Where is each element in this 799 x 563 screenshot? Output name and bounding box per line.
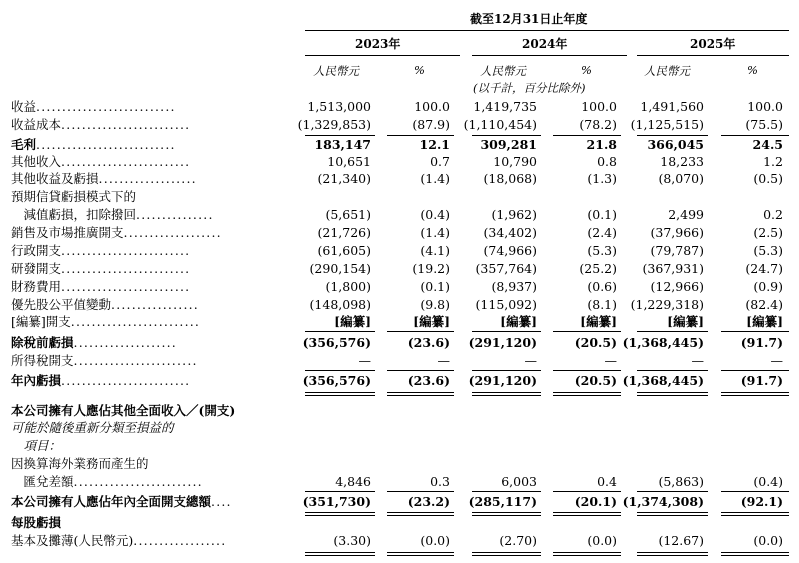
row-label-text: 減值虧損，扣除撥回 — [11, 207, 137, 222]
amount-cell: [編纂] — [667, 314, 704, 329]
row-label — [11, 438, 303, 454]
year-2025: 2025年 — [690, 37, 736, 51]
leader-dots: ................... — [123, 225, 222, 240]
percent-cell: (78.2) — [579, 117, 617, 132]
amount-cell: [編纂] — [500, 314, 537, 329]
currency-label-2023: 人民幣元 — [313, 64, 359, 78]
total-double-rule — [305, 395, 375, 396]
amount-cell: (34,402) — [483, 225, 537, 240]
row-label-text: 銷售及市場推廣開支 — [11, 225, 124, 240]
percent-cell: (0.9) — [753, 279, 783, 294]
percent-cell: — — [770, 353, 783, 368]
total-double-rule — [721, 512, 789, 513]
percent-cell: (5.3) — [753, 243, 783, 258]
amount-cell: [編纂] — [334, 314, 371, 329]
total-double-rule — [637, 515, 708, 516]
year-2024: 2024年 — [522, 37, 568, 51]
year-rule-2024 — [472, 55, 627, 56]
amount-cell: 6,003 — [501, 474, 537, 489]
percent-cell: — — [604, 353, 617, 368]
percent-cell: 100.0 — [747, 99, 783, 114]
amount-cell: (21,340) — [317, 171, 371, 186]
percent-cell: 0.2 — [763, 207, 783, 222]
subtotal-rule — [721, 331, 789, 332]
subtotal-rule — [387, 331, 454, 332]
subtotal-rule — [387, 135, 454, 136]
total-double-rule — [637, 392, 708, 393]
leader-dots: ................... — [98, 171, 197, 186]
amount-cell: (1,800) — [325, 279, 371, 294]
header-rule — [305, 30, 789, 31]
amount-cell: 1,491,560 — [640, 99, 704, 114]
percent-cell: (1.4) — [420, 225, 450, 240]
subtotal-rule — [305, 370, 375, 371]
percent-label-2024: % — [581, 63, 592, 77]
row-label — [11, 456, 303, 472]
total-double-rule — [553, 555, 621, 556]
percent-label-2023: % — [414, 63, 425, 77]
amount-cell: — — [358, 353, 371, 368]
amount-cell: (79,787) — [650, 243, 704, 258]
percent-cell: (0.4) — [753, 474, 783, 489]
row-label-text: 本公司擁有人應佔其他全面收入／(開支) — [11, 403, 236, 418]
total-double-rule — [472, 555, 541, 556]
percent-cell: 0.4 — [597, 474, 617, 489]
row-label-text: 項目： — [11, 438, 62, 453]
row-label-text: 研發開支 — [11, 261, 62, 276]
percent-cell: 0.3 — [430, 474, 450, 489]
total-double-rule — [387, 395, 454, 396]
row-label-text: 因換算海外業務而產生的 — [11, 456, 149, 471]
subtotal-rule — [305, 331, 375, 332]
row-label — [11, 243, 303, 259]
leader-dots: ......................... — [61, 154, 191, 169]
row-label-text: 財務費用 — [11, 279, 62, 294]
amount-cell: (290,154) — [309, 261, 371, 276]
total-double-rule — [472, 395, 541, 396]
percent-cell: (24.7) — [745, 261, 783, 276]
row-label — [11, 171, 303, 187]
amount-cell: (8,937) — [491, 279, 537, 294]
row-label — [11, 420, 303, 436]
percent-cell: — — [437, 353, 450, 368]
amount-cell: (5,651) — [325, 207, 371, 222]
subtotal-rule — [472, 491, 541, 492]
row-label — [11, 207, 303, 223]
amount-cell: — — [524, 353, 537, 368]
amount-cell: (291,120) — [468, 335, 537, 350]
amount-cell: (1,962) — [491, 207, 537, 222]
row-label — [11, 137, 303, 153]
leader-dots: ......................... — [73, 474, 203, 489]
percent-cell: (0.0) — [420, 533, 450, 548]
subtotal-rule — [637, 370, 708, 371]
percent-cell: (2.4) — [587, 225, 617, 240]
subtotal-rule — [637, 135, 708, 136]
percent-cell: (5.3) — [587, 243, 617, 258]
row-label-text: 所得稅開支 — [11, 353, 74, 368]
total-double-rule — [387, 512, 454, 513]
row-label — [11, 261, 303, 277]
total-double-rule — [472, 512, 541, 513]
row-label-text: 其他收益及虧損 — [11, 171, 99, 186]
subtotal-rule — [637, 491, 708, 492]
amount-cell: (5,863) — [658, 474, 704, 489]
percent-cell: 24.5 — [752, 137, 783, 152]
amount-cell: (3.30) — [333, 533, 371, 548]
total-double-rule — [472, 392, 541, 393]
leader-dots: ......................... — [61, 243, 191, 258]
total-double-rule — [305, 512, 375, 513]
amount-cell: 366,045 — [647, 137, 704, 152]
total-double-rule — [721, 552, 789, 553]
amount-cell: (367,931) — [642, 261, 704, 276]
percent-cell: 21.8 — [586, 137, 617, 152]
amount-cell: (8,070) — [658, 171, 704, 186]
subtotal-rule — [637, 331, 708, 332]
amount-cell: (1,125,515) — [630, 117, 704, 132]
row-label — [11, 533, 303, 549]
total-double-rule — [721, 392, 789, 393]
row-label — [11, 494, 303, 510]
amount-cell: (37,966) — [650, 225, 704, 240]
total-double-rule — [305, 392, 375, 393]
percent-cell: (1.4) — [420, 171, 450, 186]
percent-cell: (0.1) — [587, 207, 617, 222]
percent-cell: (87.9) — [412, 117, 450, 132]
total-double-rule — [387, 515, 454, 516]
total-double-rule — [305, 555, 375, 556]
amount-cell: (74,966) — [483, 243, 537, 258]
percent-cell: (23.6) — [407, 373, 450, 388]
percent-cell: (25.2) — [579, 261, 617, 276]
percent-cell: 100.0 — [414, 99, 450, 114]
row-label-text: 收益 — [11, 99, 37, 114]
row-label — [11, 373, 303, 389]
subtotal-rule — [721, 491, 789, 492]
row-label-text: 其他收入 — [11, 154, 62, 169]
amount-cell: 1,513,000 — [307, 99, 371, 114]
total-double-rule — [472, 552, 541, 553]
total-double-rule — [553, 395, 621, 396]
row-label-text: 匯兌差額 — [11, 474, 74, 489]
total-double-rule — [721, 515, 789, 516]
amount-cell: 2,499 — [668, 207, 704, 222]
percent-cell: (8.1) — [587, 297, 617, 312]
row-label — [11, 474, 303, 490]
row-label — [11, 279, 303, 295]
total-double-rule — [637, 395, 708, 396]
leader-dots: ......................... — [61, 373, 191, 388]
amount-cell: (1,329,853) — [297, 117, 371, 132]
total-double-rule — [387, 392, 454, 393]
leader-dots: ........................ — [73, 353, 198, 368]
percent-cell: 12.1 — [419, 137, 450, 152]
row-label-text: 基本及攤薄(人民幣元) — [11, 533, 134, 548]
period-title: 截至12月31日止年度 — [470, 12, 588, 26]
leader-dots: .................. — [133, 533, 227, 548]
total-double-rule — [637, 552, 708, 553]
row-label — [11, 154, 303, 170]
year-2023: 2023年 — [355, 37, 401, 51]
amount-cell: (12.67) — [658, 533, 704, 548]
subtotal-rule — [305, 135, 375, 136]
subtotal-rule — [553, 370, 621, 371]
subtotal-rule — [305, 491, 375, 492]
amount-cell: — — [691, 353, 704, 368]
amount-cell: (291,120) — [468, 373, 537, 388]
percent-cell: (23.6) — [407, 335, 450, 350]
year-rule-2025 — [637, 55, 789, 56]
leader-dots: ............... — [136, 207, 214, 222]
row-label-text: 毛利 — [11, 137, 37, 152]
leader-dots: .... — [211, 494, 232, 509]
total-double-rule — [387, 555, 454, 556]
row-label — [11, 403, 303, 419]
amount-cell: (21,726) — [317, 225, 371, 240]
total-double-rule — [472, 515, 541, 516]
amount-cell: (1,229,318) — [630, 297, 704, 312]
leader-dots: ................. — [111, 297, 199, 312]
leader-dots: ........................... — [36, 137, 176, 152]
total-double-rule — [637, 512, 708, 513]
row-label — [11, 335, 303, 351]
total-double-rule — [387, 552, 454, 553]
amount-cell: 1,419,735 — [473, 99, 537, 114]
total-double-rule — [637, 555, 708, 556]
year-rule-2023 — [305, 55, 460, 56]
percent-cell: [編纂] — [580, 314, 617, 329]
amount-cell: 183,147 — [314, 137, 371, 152]
row-label-text: 行政開支 — [11, 243, 62, 258]
amount-cell: (1,110,454) — [463, 117, 537, 132]
total-double-rule — [721, 395, 789, 396]
leader-dots: ......................... — [70, 314, 201, 329]
row-label — [11, 353, 303, 369]
percent-cell: (75.5) — [745, 117, 783, 132]
row-label-text: 收益成本 — [11, 117, 62, 132]
percent-cell: (0.1) — [420, 279, 450, 294]
row-label-text: 可能於隨後重新分類至損益的 — [11, 420, 174, 435]
amount-cell: 10,651 — [327, 154, 371, 169]
amount-cell: (148,098) — [309, 297, 371, 312]
total-double-rule — [305, 515, 375, 516]
subtotal-rule — [721, 135, 789, 136]
percent-cell: [編纂] — [413, 314, 450, 329]
percent-cell: [編纂] — [746, 314, 783, 329]
row-label-text: 本公司擁有人應佔年內全面開支總額 — [11, 494, 212, 509]
amount-cell: (12,966) — [650, 279, 704, 294]
percent-cell: (23.2) — [407, 494, 450, 509]
row-label — [11, 225, 303, 241]
row-label-text: 預期信貸虧損模式下的 — [11, 189, 137, 204]
leader-dots: .................... — [73, 335, 177, 350]
percent-cell: (0.6) — [587, 279, 617, 294]
row-label — [11, 189, 303, 205]
subtotal-rule — [553, 331, 621, 332]
amount-cell: (356,576) — [302, 373, 371, 388]
currency-label-2024: 人民幣元 — [480, 64, 526, 78]
amount-cell: 10,790 — [493, 154, 537, 169]
amount-cell: (285,117) — [468, 494, 537, 509]
amount-cell: 18,233 — [660, 154, 704, 169]
percent-cell: (4.1) — [420, 243, 450, 258]
percent-cell: (92.1) — [740, 494, 783, 509]
row-label-text: 每股虧損 — [11, 515, 62, 530]
percent-cell: (0.5) — [753, 171, 783, 186]
amount-cell: (1,368,445) — [622, 335, 704, 350]
row-label-text: 除稅前虧損 — [11, 335, 74, 350]
percent-cell: (1.3) — [587, 171, 617, 186]
row-label — [11, 117, 303, 133]
percent-cell: (9.8) — [420, 297, 450, 312]
percent-cell: (0.4) — [420, 207, 450, 222]
subtotal-rule — [472, 370, 541, 371]
subtotal-rule — [553, 491, 621, 492]
total-double-rule — [553, 512, 621, 513]
subtotal-rule — [387, 491, 454, 492]
total-double-rule — [553, 515, 621, 516]
subtotal-rule — [472, 331, 541, 332]
row-label — [11, 99, 303, 115]
amount-cell: (1,368,445) — [622, 373, 704, 388]
percent-cell: (91.7) — [740, 373, 783, 388]
amount-cell: (115,092) — [475, 297, 537, 312]
leader-dots: ........................... — [36, 99, 176, 114]
percent-cell: 0.7 — [430, 154, 450, 169]
total-double-rule — [305, 552, 375, 553]
row-label-text: 年內虧損 — [11, 373, 62, 388]
percent-cell: (20.5) — [574, 373, 617, 388]
total-double-rule — [721, 555, 789, 556]
percent-cell: (0.0) — [587, 533, 617, 548]
percent-cell: (20.1) — [574, 494, 617, 509]
subtotal-rule — [387, 370, 454, 371]
total-double-rule — [553, 392, 621, 393]
amount-cell: (1,374,308) — [622, 494, 704, 509]
percent-cell: (0.0) — [753, 533, 783, 548]
leader-dots: ......................... — [61, 261, 191, 276]
percent-cell: 1.2 — [763, 154, 783, 169]
row-label — [11, 297, 303, 313]
percent-cell: (91.7) — [740, 335, 783, 350]
currency-label-2025: 人民幣元 — [644, 64, 690, 78]
unit-note: (以千計，百分比除外) — [473, 81, 586, 95]
subtotal-rule — [721, 370, 789, 371]
subtotal-rule — [553, 135, 621, 136]
percent-cell: 0.8 — [597, 154, 617, 169]
row-label — [11, 515, 303, 531]
amount-cell: (2.70) — [499, 533, 537, 548]
percent-cell: (2.5) — [753, 225, 783, 240]
amount-cell: 4,846 — [335, 474, 371, 489]
amount-cell: (351,730) — [302, 494, 371, 509]
amount-cell: (61,605) — [317, 243, 371, 258]
amount-cell: (357,764) — [475, 261, 537, 276]
percent-cell: 100.0 — [581, 99, 617, 114]
row-label — [11, 314, 303, 330]
subtotal-rule — [472, 135, 541, 136]
leader-dots: ......................... — [61, 279, 191, 294]
leader-dots: ......................... — [61, 117, 191, 132]
total-double-rule — [553, 552, 621, 553]
amount-cell: 309,281 — [480, 137, 537, 152]
percent-cell: (20.5) — [574, 335, 617, 350]
amount-cell: (356,576) — [302, 335, 371, 350]
percent-cell: (82.4) — [745, 297, 783, 312]
row-label-text: 優先股公平值變動 — [11, 297, 112, 312]
amount-cell: (18,068) — [483, 171, 537, 186]
percent-cell: (19.2) — [412, 261, 450, 276]
percent-label-2025: % — [747, 63, 758, 77]
row-label-text: [編纂]開支 — [11, 314, 71, 329]
